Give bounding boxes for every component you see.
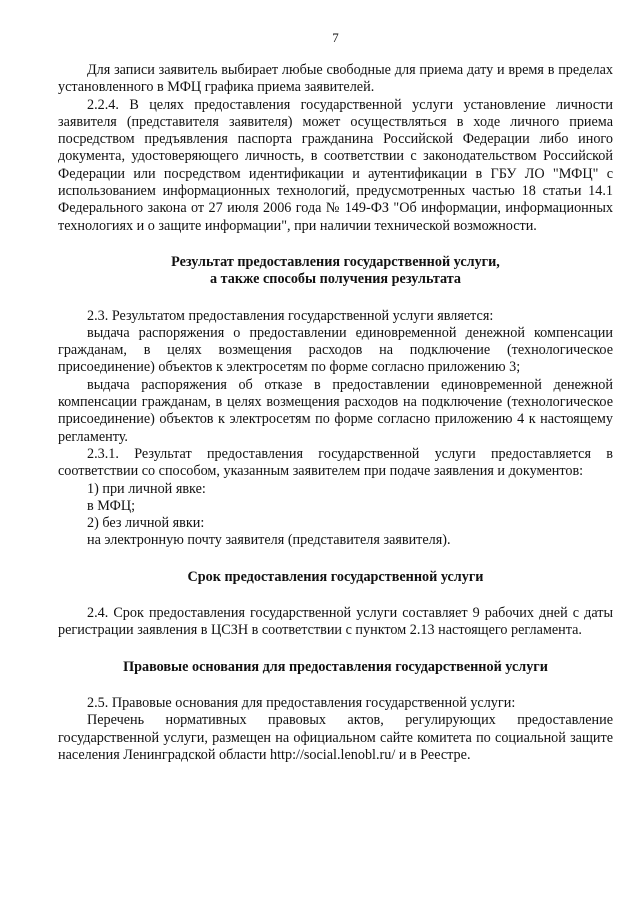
document-body: [58, 62, 613, 764]
paragraph-result-refusal: выдача распоряжения об отказе в предоставлении единовременной денежной компенсации гражданам, в целях возмещения расходов на подключение (технологическое присоединение) объектов к электросетям по форме согласно приложению 4 к настоящему регламенту.: [58, 376, 613, 445]
list-item-remote: 2) без личной явки:: [87, 515, 205, 532]
paragraph-2-4-term: 2.4. Срок предоставления государственной услуги составляет 9 рабочих дней с даты регистрации заявления в ЦСЗН в соответствии с пунктом 2.13 настоящего регламента.: [58, 605, 613, 639]
page-number: 7: [332, 30, 339, 45]
paragraph-2-5-legal-basis: 2.5. Правовые основания для предоставления государственной услуги:: [87, 694, 516, 711]
paragraph-record-time: Для записи заявитель выбирает любые свободные для приема дату и время в пределах установленного в МФЦ графика приема заявителей.: [58, 62, 613, 96]
section-heading-result-line-1: Результат предоставления государственной услуги,: [171, 253, 500, 270]
section-heading-term: Срок предоставления государственной услуги: [187, 568, 484, 585]
section-heading-legal-basis: Правовые основания для предоставления государственной услуги: [123, 658, 548, 675]
section-legal-basis-body: [58, 695, 613, 764]
paragraph-2-3-result: 2.3. Результатом предоставления государственной услуги является:: [87, 307, 494, 324]
section-heading-result: [58, 254, 613, 289]
paragraph-2-2-4-identity: 2.2.4. В целях предоставления государственной услуги установление личности заявителя (представителя заявителя) может осуществляться в ходе личного приема посредством предъявления паспорта гражданина Российской Федерации либо иного документа, удостоверяющего личность, в соответствии с законодательством Российской Федерации или посредством идентификации и аутентификации в ГБУ ЛО "МФЦ" с использованием информационных технологий, предусмотренных частью 18 статьи 14.1 Федерального закона от 27 июля 2006 года № 149-ФЗ "Об информации, информационных технологиях и о защите информации", при наличии технической возможности.: [58, 96, 613, 234]
paragraph-normative-acts: Перечень нормативных правовых актов, регулирующих предоставление государственной услуги, размещен на официальном сайте комитета по социальной защите населения Ленинградской области http://social.lenobl.ru/ и в Реестре.: [58, 712, 613, 763]
section-result-body: [58, 308, 613, 550]
document-page: [58, 30, 613, 764]
list-item-email: на электронную почту заявителя (представителя заявителя).: [87, 532, 451, 549]
list-item-in-person: 1) при личной явке:: [87, 480, 206, 497]
list-item-mfc: в МФЦ;: [87, 497, 136, 514]
section-term-body: [58, 605, 613, 640]
paragraph-result-grant: выдача распоряжения о предоставлении единовременной денежной компенсации гражданам, в целях возмещения расходов на подключение (технологическое присоединение) объектов к электросетям по форме согласно приложению 3;: [58, 324, 613, 376]
paragraph-2-3-1-method: 2.3.1. Результат предоставления государственной услуги предоставляется в соответствии со способом, указанным заявителем при подаче заявления и документов:: [58, 445, 613, 480]
section-heading-result-line-2: а также способы получения результата: [209, 271, 462, 288]
